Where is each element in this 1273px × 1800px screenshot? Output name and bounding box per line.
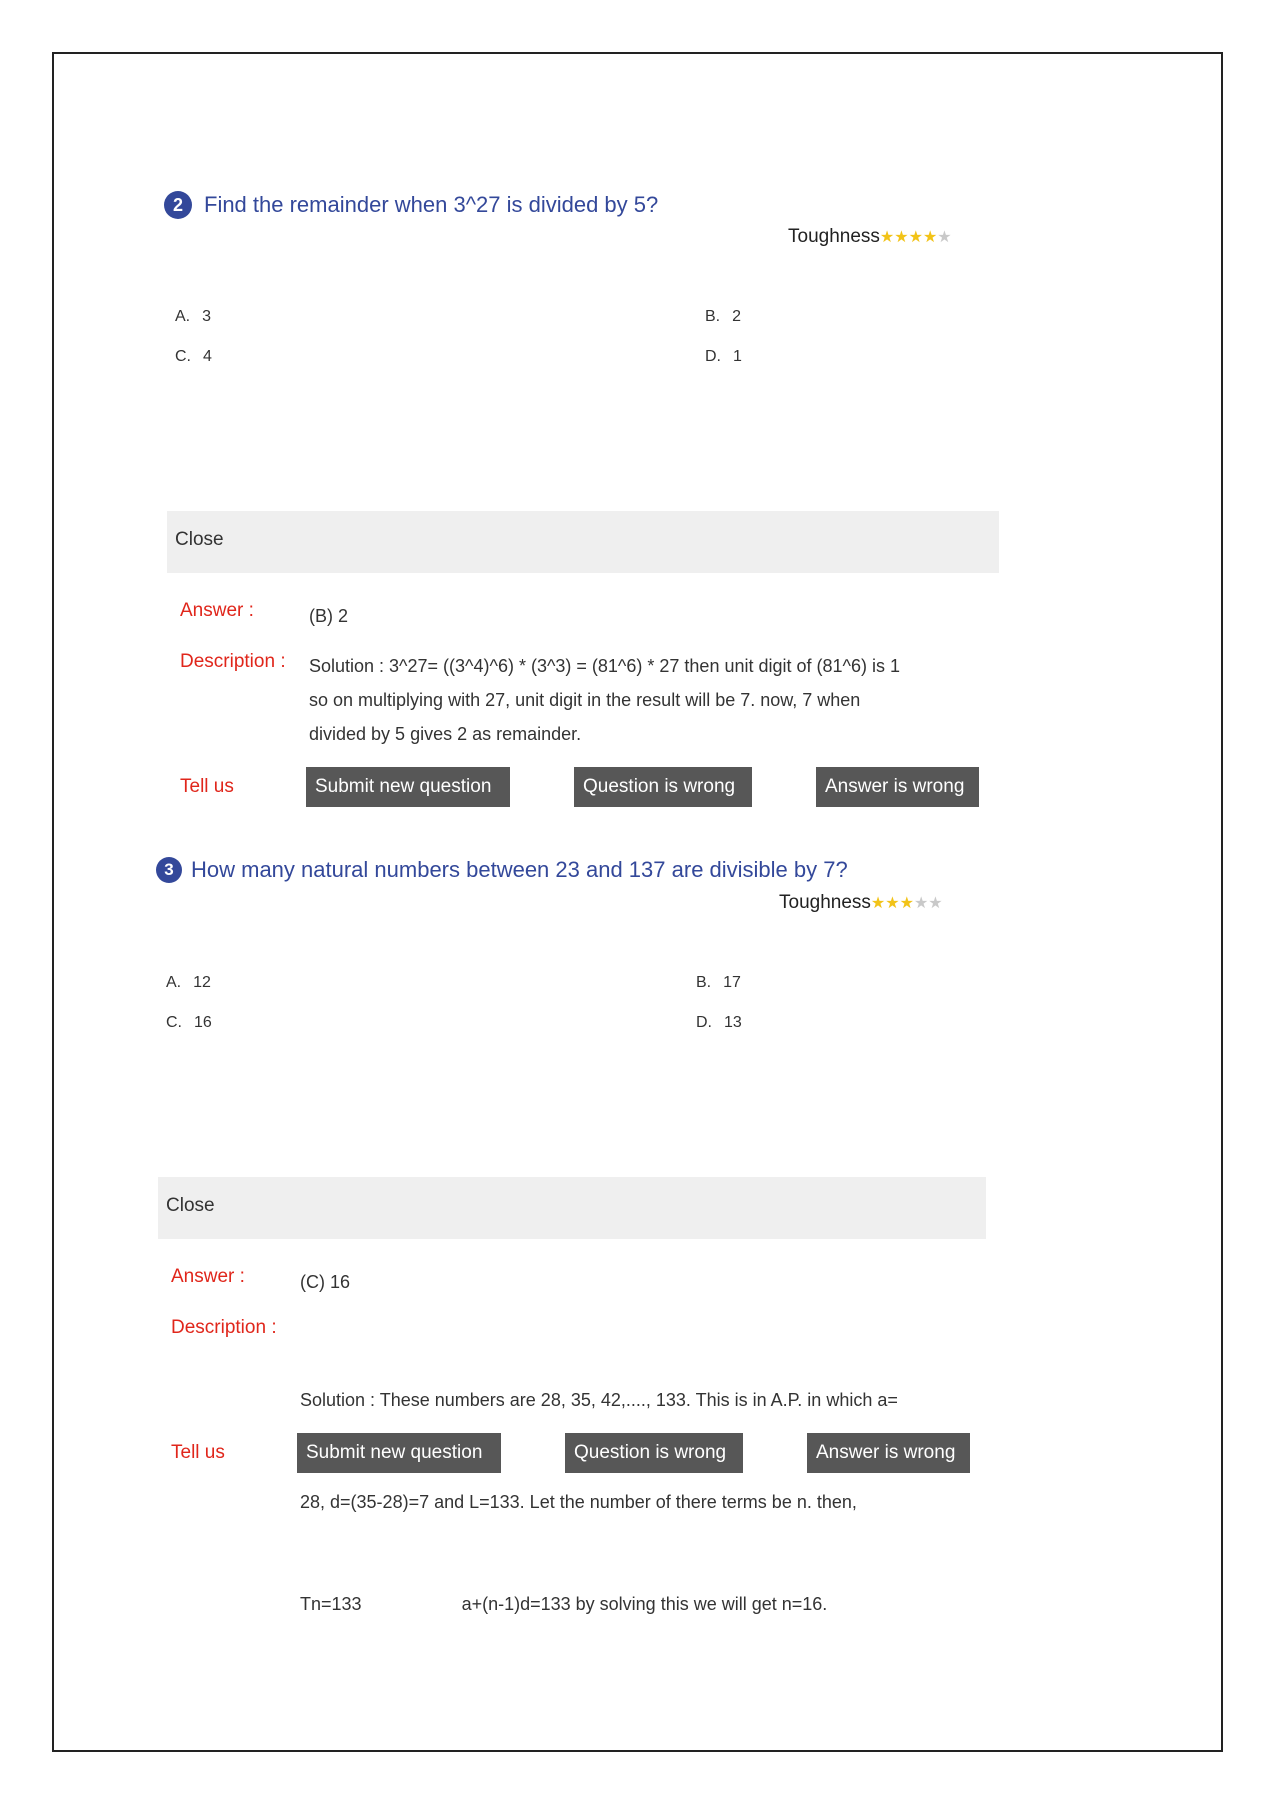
option-letter: B. — [696, 974, 712, 991]
option-value: 2 — [732, 308, 742, 325]
answer-is-wrong-button[interactable]: Answer is wrong — [816, 767, 979, 807]
option-letter: B. — [705, 308, 721, 325]
option-letter: A. — [175, 308, 191, 325]
option-letter: C. — [175, 348, 191, 365]
question-is-wrong-button[interactable]: Question is wrong — [565, 1433, 743, 1473]
star-icon: ★ — [928, 895, 943, 912]
submit-new-question-button[interactable]: Submit new question — [297, 1433, 501, 1473]
toughness-label: Toughness — [788, 226, 880, 247]
question-number-badge: 3 — [156, 857, 182, 883]
star-icon: ★ — [885, 895, 900, 912]
description-label: Description : — [180, 651, 286, 672]
close-button[interactable]: Close — [167, 511, 999, 573]
option-b[interactable] — [696, 974, 741, 992]
question-text: Find the remainder when 3^27 is divided by 5? — [204, 192, 659, 217]
star-icon: ★ — [908, 229, 923, 246]
question-text: How many natural numbers between 23 and 137 are divisible by 7? — [191, 857, 848, 882]
answer-value: (B) 2 — [309, 606, 349, 626]
option-value: 1 — [733, 348, 742, 365]
option-letter: D. — [705, 348, 721, 365]
star-icon: ★ — [937, 229, 952, 246]
star-icon: ★ — [922, 229, 938, 246]
tell-us-label: Tell us — [180, 776, 234, 797]
description-line: Solution : 3^27= ((3^4)^6) * (3^3) = (81^6) * 27 then unit digit of (81^6) is 1 — [309, 656, 900, 676]
description-line: Solution : These numbers are 28, 35, 42,...., 133. This is in A.P. in which a= — [300, 1390, 898, 1410]
star-icon: ★ — [899, 895, 914, 912]
description-line: 28, d=(35-28)=7 and L=133. Let the number of there terms be n. then, — [300, 1492, 857, 1512]
description-line: so on multiplying with 27, unit digit in the result will be 7. now, 7 when — [309, 690, 861, 710]
option-letter: A. — [166, 974, 182, 991]
star-icon: ★ — [894, 229, 909, 246]
answer-is-wrong-button[interactable]: Answer is wrong — [807, 1433, 970, 1473]
close-button[interactable]: Close — [158, 1177, 986, 1239]
description-text — [300, 1315, 1000, 1689]
option-value: 3 — [202, 308, 212, 325]
option-value: 17 — [723, 974, 741, 991]
option-value: 4 — [203, 348, 212, 365]
star-icon: ★ — [913, 895, 929, 912]
answer-value: (C) 16 — [300, 1272, 351, 1292]
submit-new-question-button[interactable]: Submit new question — [306, 767, 510, 807]
description-line: divided by 5 gives 2 as remainder. — [309, 724, 582, 744]
question-heading — [156, 857, 848, 883]
description-line: Tn=133 a+(n-1)d=133 by solving this we will get n=16. — [300, 1594, 828, 1614]
tell-us-label: Tell us — [171, 1442, 225, 1463]
answer-label: Answer : — [180, 600, 254, 621]
option-c[interactable] — [166, 1014, 212, 1032]
question-is-wrong-button[interactable]: Question is wrong — [574, 767, 752, 807]
rating-stars — [871, 892, 943, 914]
option-letter: D. — [696, 1014, 712, 1031]
star-icon: ★ — [870, 895, 886, 912]
question-number-badge: 2 — [164, 191, 192, 219]
option-letter: C. — [166, 1014, 182, 1031]
option-value: 12 — [193, 974, 211, 991]
option-value: 13 — [724, 1014, 742, 1031]
option-value: 16 — [194, 1014, 212, 1031]
option-a[interactable] — [166, 974, 211, 992]
toughness-label: Toughness — [779, 892, 871, 913]
option-d[interactable] — [696, 1014, 742, 1032]
description-label: Description : — [171, 1317, 277, 1338]
answer-label: Answer : — [171, 1266, 245, 1287]
toughness-rating — [779, 892, 943, 914]
star-icon: ★ — [879, 229, 895, 246]
